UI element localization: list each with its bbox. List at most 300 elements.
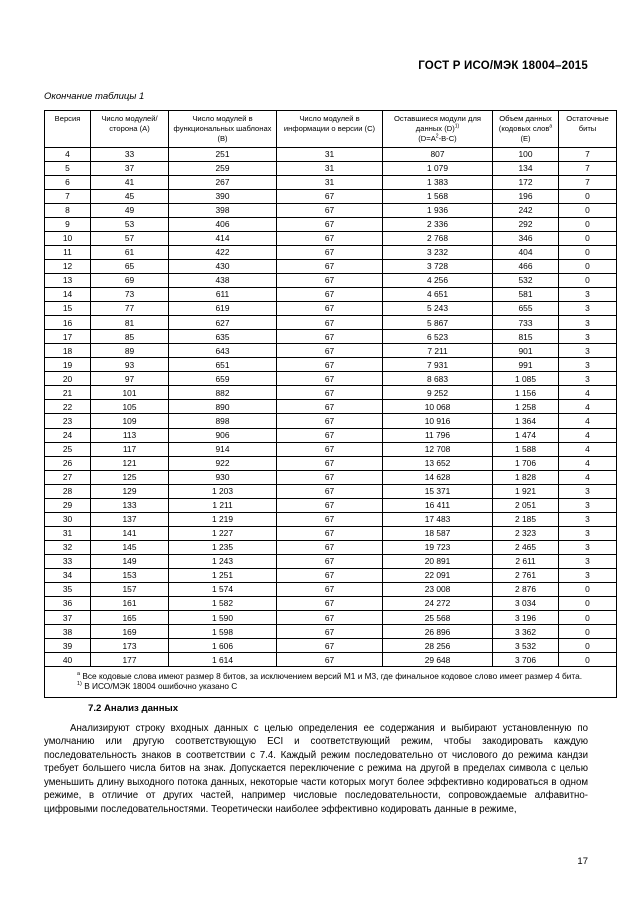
col-header-version: Версия: [45, 111, 91, 148]
cell-remainder-bits: 3: [559, 316, 617, 330]
cell-remainder-bits: 4: [559, 400, 617, 414]
cell-data-capacity: 1 156: [493, 386, 559, 400]
cell-data-capacity: 242: [493, 203, 559, 217]
cell-data-capacity: 733: [493, 316, 559, 330]
cell-data-capacity: 3 034: [493, 597, 559, 611]
cell-modules-per-side: 81: [91, 316, 169, 330]
table-row: [45, 625, 617, 639]
table-row: [45, 526, 617, 540]
cell-data-capacity: 100: [493, 147, 559, 161]
footnote-a: [51, 671, 610, 681]
cell-function-patterns: 1 614: [169, 653, 277, 667]
cell-remainder-bits: 3: [559, 526, 617, 540]
footnote-b: [51, 681, 610, 691]
cell-data-capacity: 1 474: [493, 428, 559, 442]
cell-remaining-modules: 28 256: [383, 639, 493, 653]
remaining-modules-formula-post: -B-C): [438, 133, 457, 143]
cell-remaining-modules: 23 008: [383, 583, 493, 597]
cell-version: 34: [45, 568, 91, 582]
cell-version-information: 67: [277, 330, 383, 344]
cell-remainder-bits: 3: [559, 288, 617, 302]
cell-data-capacity: 655: [493, 302, 559, 316]
cell-modules-per-side: 141: [91, 526, 169, 540]
cell-data-capacity: 2 051: [493, 498, 559, 512]
cell-data-capacity: 3 196: [493, 611, 559, 625]
cell-function-patterns: 251: [169, 147, 277, 161]
cell-remaining-modules: 9 252: [383, 386, 493, 400]
cell-version-information: 67: [277, 498, 383, 512]
cell-modules-per-side: 45: [91, 189, 169, 203]
table-row: [45, 470, 617, 484]
cell-remaining-modules: 29 648: [383, 653, 493, 667]
cell-version: 4: [45, 147, 91, 161]
cell-data-capacity: 2 876: [493, 583, 559, 597]
cell-function-patterns: 1 574: [169, 583, 277, 597]
table-row: [45, 540, 617, 554]
cell-version: 21: [45, 386, 91, 400]
cell-data-capacity: 172: [493, 175, 559, 189]
col-header-remaining-modules: [383, 111, 493, 148]
cell-modules-per-side: 57: [91, 231, 169, 245]
cell-function-patterns: 1 243: [169, 554, 277, 568]
cell-version-information: 67: [277, 484, 383, 498]
cell-data-capacity: 1 085: [493, 372, 559, 386]
table-row: [45, 512, 617, 526]
cell-data-capacity: 1 828: [493, 470, 559, 484]
cell-data-capacity: 3 362: [493, 625, 559, 639]
cell-remaining-modules: 1 383: [383, 175, 493, 189]
cell-function-patterns: 890: [169, 400, 277, 414]
cell-function-patterns: 414: [169, 231, 277, 245]
cell-version-information: 67: [277, 231, 383, 245]
cell-version-information: 67: [277, 540, 383, 554]
cell-remainder-bits: 3: [559, 568, 617, 582]
cell-function-patterns: 1 235: [169, 540, 277, 554]
cell-version-information: 67: [277, 428, 383, 442]
cell-remainder-bits: 3: [559, 344, 617, 358]
cell-remaining-modules: 3 728: [383, 259, 493, 273]
cell-function-patterns: 1 251: [169, 568, 277, 582]
cell-data-capacity: 2 185: [493, 512, 559, 526]
cell-remaining-modules: 13 652: [383, 456, 493, 470]
footnote-marker-a: a: [77, 671, 81, 678]
table-row: [45, 597, 617, 611]
table-row: [45, 456, 617, 470]
cell-remainder-bits: 4: [559, 414, 617, 428]
cell-function-patterns: 635: [169, 330, 277, 344]
table-container: [44, 110, 609, 698]
cell-version: 32: [45, 540, 91, 554]
cell-function-patterns: 1 598: [169, 625, 277, 639]
cell-remainder-bits: 3: [559, 372, 617, 386]
cell-version: 23: [45, 414, 91, 428]
cell-remaining-modules: 16 411: [383, 498, 493, 512]
table-row: [45, 316, 617, 330]
cell-data-capacity: 3 706: [493, 653, 559, 667]
table-row: [45, 161, 617, 175]
cell-version: 27: [45, 470, 91, 484]
cell-function-patterns: 430: [169, 259, 277, 273]
cell-version: 12: [45, 259, 91, 273]
cell-modules-per-side: 37: [91, 161, 169, 175]
cell-version: 37: [45, 611, 91, 625]
cell-remainder-bits: 0: [559, 259, 617, 273]
cell-version: 8: [45, 203, 91, 217]
cell-remainder-bits: 3: [559, 554, 617, 568]
table-row: [45, 147, 617, 161]
cell-version: 29: [45, 498, 91, 512]
cell-remainder-bits: 0: [559, 611, 617, 625]
cell-modules-per-side: 133: [91, 498, 169, 512]
cell-data-capacity: 134: [493, 161, 559, 175]
table-row: [45, 203, 617, 217]
cell-remainder-bits: 0: [559, 189, 617, 203]
cell-data-capacity: 404: [493, 245, 559, 259]
table-row: [45, 611, 617, 625]
cell-remaining-modules: 18 587: [383, 526, 493, 540]
cell-remaining-modules: 14 628: [383, 470, 493, 484]
cell-function-patterns: 390: [169, 189, 277, 203]
cell-function-patterns: 1 582: [169, 597, 277, 611]
cell-remainder-bits: 3: [559, 540, 617, 554]
table-row: [45, 442, 617, 456]
cell-remaining-modules: 19 723: [383, 540, 493, 554]
cell-version: 6: [45, 175, 91, 189]
cell-remainder-bits: 3: [559, 358, 617, 372]
cell-remainder-bits: 0: [559, 231, 617, 245]
table-row: [45, 217, 617, 231]
cell-version-information: 67: [277, 554, 383, 568]
cell-remaining-modules: 5 243: [383, 302, 493, 316]
cell-function-patterns: 1 227: [169, 526, 277, 540]
cell-modules-per-side: 153: [91, 568, 169, 582]
cell-remaining-modules: 8 683: [383, 372, 493, 386]
cell-data-capacity: 2 611: [493, 554, 559, 568]
table-head: [45, 111, 617, 148]
cell-function-patterns: 882: [169, 386, 277, 400]
cell-remainder-bits: 0: [559, 653, 617, 667]
cell-data-capacity: 532: [493, 274, 559, 288]
cell-version: 17: [45, 330, 91, 344]
cell-remainder-bits: 0: [559, 597, 617, 611]
cell-modules-per-side: 101: [91, 386, 169, 400]
cell-version: 9: [45, 217, 91, 231]
cell-modules-per-side: 121: [91, 456, 169, 470]
footnote-cell: [45, 667, 617, 697]
cell-remaining-modules: 24 272: [383, 597, 493, 611]
cell-data-capacity: 2 323: [493, 526, 559, 540]
cell-data-capacity: 466: [493, 259, 559, 273]
cell-version-information: 67: [277, 526, 383, 540]
cell-version-information: 31: [277, 175, 383, 189]
cell-modules-per-side: 129: [91, 484, 169, 498]
remaining-modules-label: Оставшиеся модули для данных (D): [393, 114, 482, 133]
cell-remaining-modules: 5 867: [383, 316, 493, 330]
table-row: [45, 386, 617, 400]
cell-version-information: 67: [277, 400, 383, 414]
cell-version: 26: [45, 456, 91, 470]
cell-version: 31: [45, 526, 91, 540]
cell-version-information: 31: [277, 147, 383, 161]
formula-exponent: 2: [435, 133, 439, 140]
table-row: [45, 330, 617, 344]
cell-modules-per-side: 65: [91, 259, 169, 273]
cell-data-capacity: 1 921: [493, 484, 559, 498]
cell-remaining-modules: 6 523: [383, 330, 493, 344]
cell-version-information: 67: [277, 442, 383, 456]
col-header-function-patterns: Число модулей в функциональных шаблонах (B): [169, 111, 277, 148]
table-row: [45, 639, 617, 653]
table-caption: Окончание таблицы 1: [44, 91, 145, 102]
table-row: [45, 302, 617, 316]
table-row: [45, 231, 617, 245]
cell-version-information: 67: [277, 568, 383, 582]
cell-modules-per-side: 165: [91, 611, 169, 625]
table-row: [45, 274, 617, 288]
footnote-ref-1: 1): [454, 123, 460, 130]
cell-version-information: 67: [277, 653, 383, 667]
section-heading: 7.2 Анализ данных: [88, 703, 179, 714]
cell-function-patterns: 1 590: [169, 611, 277, 625]
cell-version-information: 31: [277, 161, 383, 175]
cell-modules-per-side: 169: [91, 625, 169, 639]
cell-version-information: 67: [277, 583, 383, 597]
cell-function-patterns: 267: [169, 175, 277, 189]
cell-version: 10: [45, 231, 91, 245]
cell-remainder-bits: 4: [559, 386, 617, 400]
cell-remainder-bits: 4: [559, 470, 617, 484]
table-row: [45, 189, 617, 203]
cell-version: 15: [45, 302, 91, 316]
cell-remainder-bits: 4: [559, 456, 617, 470]
cell-version-information: 67: [277, 386, 383, 400]
cell-function-patterns: 898: [169, 414, 277, 428]
cell-modules-per-side: 157: [91, 583, 169, 597]
cell-modules-per-side: 93: [91, 358, 169, 372]
cell-version-information: 67: [277, 414, 383, 428]
cell-version: 28: [45, 484, 91, 498]
cell-function-patterns: 643: [169, 344, 277, 358]
cell-function-patterns: 611: [169, 288, 277, 302]
cell-remainder-bits: 4: [559, 428, 617, 442]
cell-version: 14: [45, 288, 91, 302]
qr-version-table: [44, 110, 617, 698]
cell-version: 7: [45, 189, 91, 203]
cell-remainder-bits: 3: [559, 512, 617, 526]
cell-modules-per-side: 105: [91, 400, 169, 414]
cell-version: 38: [45, 625, 91, 639]
cell-modules-per-side: 161: [91, 597, 169, 611]
cell-remaining-modules: 1 568: [383, 189, 493, 203]
cell-data-capacity: 3 532: [493, 639, 559, 653]
footnote-a-text: Все кодовые слова имеют размер 8 битов, за исключением версий M1 и M3, где финальное кодовое слово имеет размер 4 бита.: [82, 671, 583, 682]
cell-function-patterns: 422: [169, 245, 277, 259]
table-row: [45, 175, 617, 189]
table-row: [45, 498, 617, 512]
cell-modules-per-side: 117: [91, 442, 169, 456]
table-row: [45, 414, 617, 428]
cell-remaining-modules: 15 371: [383, 484, 493, 498]
cell-remaining-modules: 1 936: [383, 203, 493, 217]
cell-remaining-modules: 2 768: [383, 231, 493, 245]
cell-version-information: 67: [277, 372, 383, 386]
cell-modules-per-side: 149: [91, 554, 169, 568]
cell-modules-per-side: 53: [91, 217, 169, 231]
cell-version: 24: [45, 428, 91, 442]
cell-remaining-modules: 4 651: [383, 288, 493, 302]
cell-version-information: 67: [277, 302, 383, 316]
cell-function-patterns: 398: [169, 203, 277, 217]
cell-data-capacity: 1 364: [493, 414, 559, 428]
cell-remainder-bits: 3: [559, 302, 617, 316]
cell-remaining-modules: 12 708: [383, 442, 493, 456]
cell-version: 40: [45, 653, 91, 667]
cell-data-capacity: 815: [493, 330, 559, 344]
cell-data-capacity: 346: [493, 231, 559, 245]
cell-modules-per-side: 77: [91, 302, 169, 316]
cell-modules-per-side: 85: [91, 330, 169, 344]
cell-data-capacity: 1 706: [493, 456, 559, 470]
cell-function-patterns: 930: [169, 470, 277, 484]
cell-version: 22: [45, 400, 91, 414]
cell-remaining-modules: 11 796: [383, 428, 493, 442]
cell-remainder-bits: 0: [559, 639, 617, 653]
cell-version: 16: [45, 316, 91, 330]
cell-remaining-modules: 7 931: [383, 358, 493, 372]
table-row: [45, 428, 617, 442]
cell-data-capacity: 292: [493, 217, 559, 231]
data-capacity-label: Объем данных (кодовых слов: [498, 114, 552, 133]
cell-version: 30: [45, 512, 91, 526]
cell-version: 19: [45, 358, 91, 372]
table-row: [45, 400, 617, 414]
cell-remaining-modules: 807: [383, 147, 493, 161]
footnote-marker-1: 1): [77, 681, 82, 688]
cell-function-patterns: 659: [169, 372, 277, 386]
cell-remaining-modules: 10 068: [383, 400, 493, 414]
cell-version-information: 67: [277, 316, 383, 330]
cell-remaining-modules: 1 079: [383, 161, 493, 175]
cell-function-patterns: 1 203: [169, 484, 277, 498]
footnote-ref-a: a: [549, 123, 553, 130]
cell-data-capacity: 991: [493, 358, 559, 372]
cell-version-information: 67: [277, 625, 383, 639]
table-row: [45, 245, 617, 259]
cell-function-patterns: 406: [169, 217, 277, 231]
footnote-row: [45, 667, 617, 697]
cell-remainder-bits: 0: [559, 217, 617, 231]
table-row: [45, 583, 617, 597]
table-body: [45, 147, 617, 667]
cell-modules-per-side: 33: [91, 147, 169, 161]
cell-modules-per-side: 177: [91, 653, 169, 667]
cell-modules-per-side: 113: [91, 428, 169, 442]
data-capacity-symbol: (E): [520, 133, 531, 143]
cell-function-patterns: 922: [169, 456, 277, 470]
cell-data-capacity: 581: [493, 288, 559, 302]
cell-modules-per-side: 145: [91, 540, 169, 554]
remaining-modules-formula-pre: (D=A: [418, 133, 436, 143]
table-row: [45, 372, 617, 386]
cell-version: 33: [45, 554, 91, 568]
cell-modules-per-side: 73: [91, 288, 169, 302]
cell-version-information: 67: [277, 456, 383, 470]
cell-data-capacity: 901: [493, 344, 559, 358]
col-header-version-information: Число модулей в информации о версии (C): [277, 111, 383, 148]
cell-version-information: 67: [277, 274, 383, 288]
table-row: [45, 344, 617, 358]
cell-version: 25: [45, 442, 91, 456]
table-row: [45, 653, 617, 667]
cell-data-capacity: 1 258: [493, 400, 559, 414]
cell-function-patterns: 1 211: [169, 498, 277, 512]
cell-version-information: 67: [277, 217, 383, 231]
cell-version: 36: [45, 597, 91, 611]
cell-remainder-bits: 3: [559, 484, 617, 498]
cell-remaining-modules: 7 211: [383, 344, 493, 358]
cell-version-information: 67: [277, 288, 383, 302]
cell-data-capacity: 2 761: [493, 568, 559, 582]
table-row: [45, 554, 617, 568]
cell-version-information: 67: [277, 470, 383, 484]
cell-version: 13: [45, 274, 91, 288]
cell-function-patterns: 627: [169, 316, 277, 330]
cell-version-information: 67: [277, 611, 383, 625]
col-header-data-capacity: [493, 111, 559, 148]
cell-remainder-bits: 0: [559, 274, 617, 288]
cell-modules-per-side: 49: [91, 203, 169, 217]
cell-version-information: 67: [277, 344, 383, 358]
table-row: [45, 288, 617, 302]
cell-remainder-bits: 7: [559, 175, 617, 189]
cell-data-capacity: 2 465: [493, 540, 559, 554]
table-header-row: [45, 111, 617, 148]
cell-version-information: 67: [277, 358, 383, 372]
cell-remaining-modules: 25 568: [383, 611, 493, 625]
cell-remainder-bits: 4: [559, 442, 617, 456]
cell-data-capacity: 196: [493, 189, 559, 203]
cell-remaining-modules: 10 916: [383, 414, 493, 428]
cell-version: 18: [45, 344, 91, 358]
cell-remaining-modules: 2 336: [383, 217, 493, 231]
cell-function-patterns: 438: [169, 274, 277, 288]
col-header-modules-per-side: Число модулей/ сторона (A): [91, 111, 169, 148]
cell-function-patterns: 259: [169, 161, 277, 175]
cell-function-patterns: 1 606: [169, 639, 277, 653]
cell-modules-per-side: 137: [91, 512, 169, 526]
cell-version-information: 67: [277, 245, 383, 259]
cell-remainder-bits: 0: [559, 583, 617, 597]
cell-remainder-bits: 3: [559, 330, 617, 344]
cell-modules-per-side: 97: [91, 372, 169, 386]
cell-remaining-modules: 17 483: [383, 512, 493, 526]
cell-modules-per-side: 89: [91, 344, 169, 358]
cell-version-information: 67: [277, 512, 383, 526]
cell-remaining-modules: 4 256: [383, 274, 493, 288]
cell-remainder-bits: 0: [559, 245, 617, 259]
cell-remainder-bits: 0: [559, 203, 617, 217]
cell-remaining-modules: 3 232: [383, 245, 493, 259]
cell-version-information: 67: [277, 639, 383, 653]
table-foot: [45, 667, 617, 697]
cell-remaining-modules: 20 891: [383, 554, 493, 568]
cell-function-patterns: 1 219: [169, 512, 277, 526]
cell-version: 35: [45, 583, 91, 597]
cell-remainder-bits: 0: [559, 625, 617, 639]
cell-function-patterns: 914: [169, 442, 277, 456]
page-number: 17: [577, 856, 588, 867]
cell-remaining-modules: 26 896: [383, 625, 493, 639]
